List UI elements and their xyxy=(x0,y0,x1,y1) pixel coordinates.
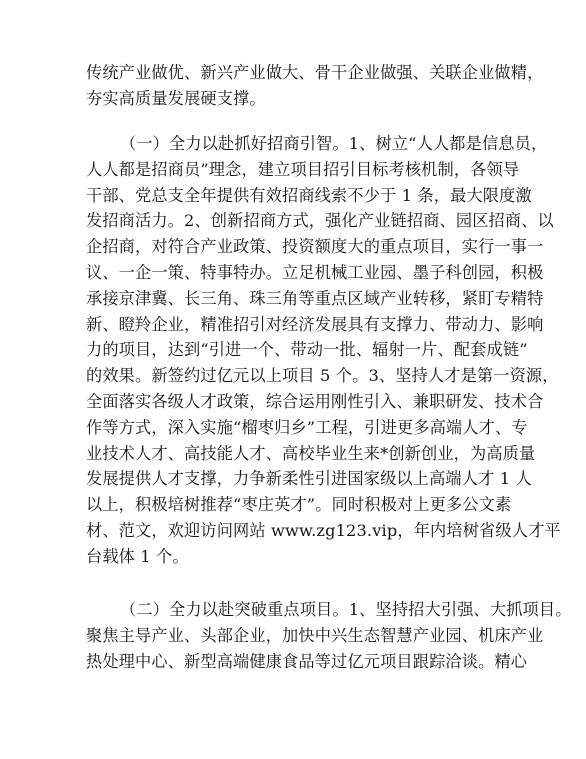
text-line: 议、一企一策、特事特办。立足机械工业园、墨子科创园，积极 xyxy=(86,262,544,282)
text-line: 承接京津冀、长三角、珠三角等重点区域产业转移，紧盯专精特 xyxy=(86,288,544,308)
text-line: 人人都是招商员”理念，建立项目招引目标考核机制，各领导 xyxy=(86,159,520,179)
text-line: 新、瞪羚企业，精准招引对经济发展具有支撑力、带动力、影响 xyxy=(86,314,544,334)
section-heading-line: （一）全力以赴抓好招商引智。1、树立“人人都是信息员， xyxy=(120,134,548,153)
text-line: 的效果。新签约过亿元以上项目 5 个。3、坚持人才是第一资源， xyxy=(86,366,559,386)
text-line: 材、范文，欢迎访问网站 www.zg123.vip，年内培树省级人才平 xyxy=(86,520,561,540)
section-heading-line: （二）全力以赴突破重点项目。1、坚持招大引强、大抓项目。 xyxy=(120,600,572,619)
text-line: 台载体 1 个。 xyxy=(86,546,189,566)
text-line: 传统产业做优、新兴产业做大、骨干企业做强、关联企业做精， xyxy=(86,63,544,82)
text-line: 发招商活力。2、创新招商方式，强化产业链招商、园区招商、以 xyxy=(86,211,554,231)
text-line: 夯实高质量发展硬支撑。 xyxy=(86,88,266,108)
text-line: 聚焦主导产业、头部企业，加快中兴生态智慧产业园、机床产业 xyxy=(86,625,544,645)
text-line: 发展提供人才支撑，力争新柔性引进国家级以上高端人才 1 人 xyxy=(86,469,532,489)
paragraph-intro-tail xyxy=(86,60,544,112)
paragraph-section-2 xyxy=(86,597,572,674)
text-line: 企招商，对符合产业政策、投资额度大的重点项目，实行一事一 xyxy=(86,237,544,257)
paragraph-section-1 xyxy=(86,131,561,570)
text-line: 热处理中心、新型高端健康食品等过亿元项目跟踪洽谈。精心 xyxy=(86,651,528,671)
text-line: 作等方式，深入实施“榴枣归乡”工程，引进更多高端人才、专 xyxy=(86,417,528,437)
text-line: 干部、党总支全年提供有效招商线索不少于 1 条，最大限度激 xyxy=(86,185,532,205)
text-line: 以上，积极培树推荐“枣庄英才”。同时积极对上更多公文素 xyxy=(86,495,512,515)
text-line: 全面落实各级人才政策，综合运用刚性引入、兼职研发、技术合 xyxy=(86,391,544,411)
text-line: 业技术人才、高技能人才、高校毕业生来*创新创业，为高质量 xyxy=(86,443,536,463)
text-line: 力的项目，达到“引进一个、带动一批、辐射一片、配套成链” xyxy=(86,340,528,360)
